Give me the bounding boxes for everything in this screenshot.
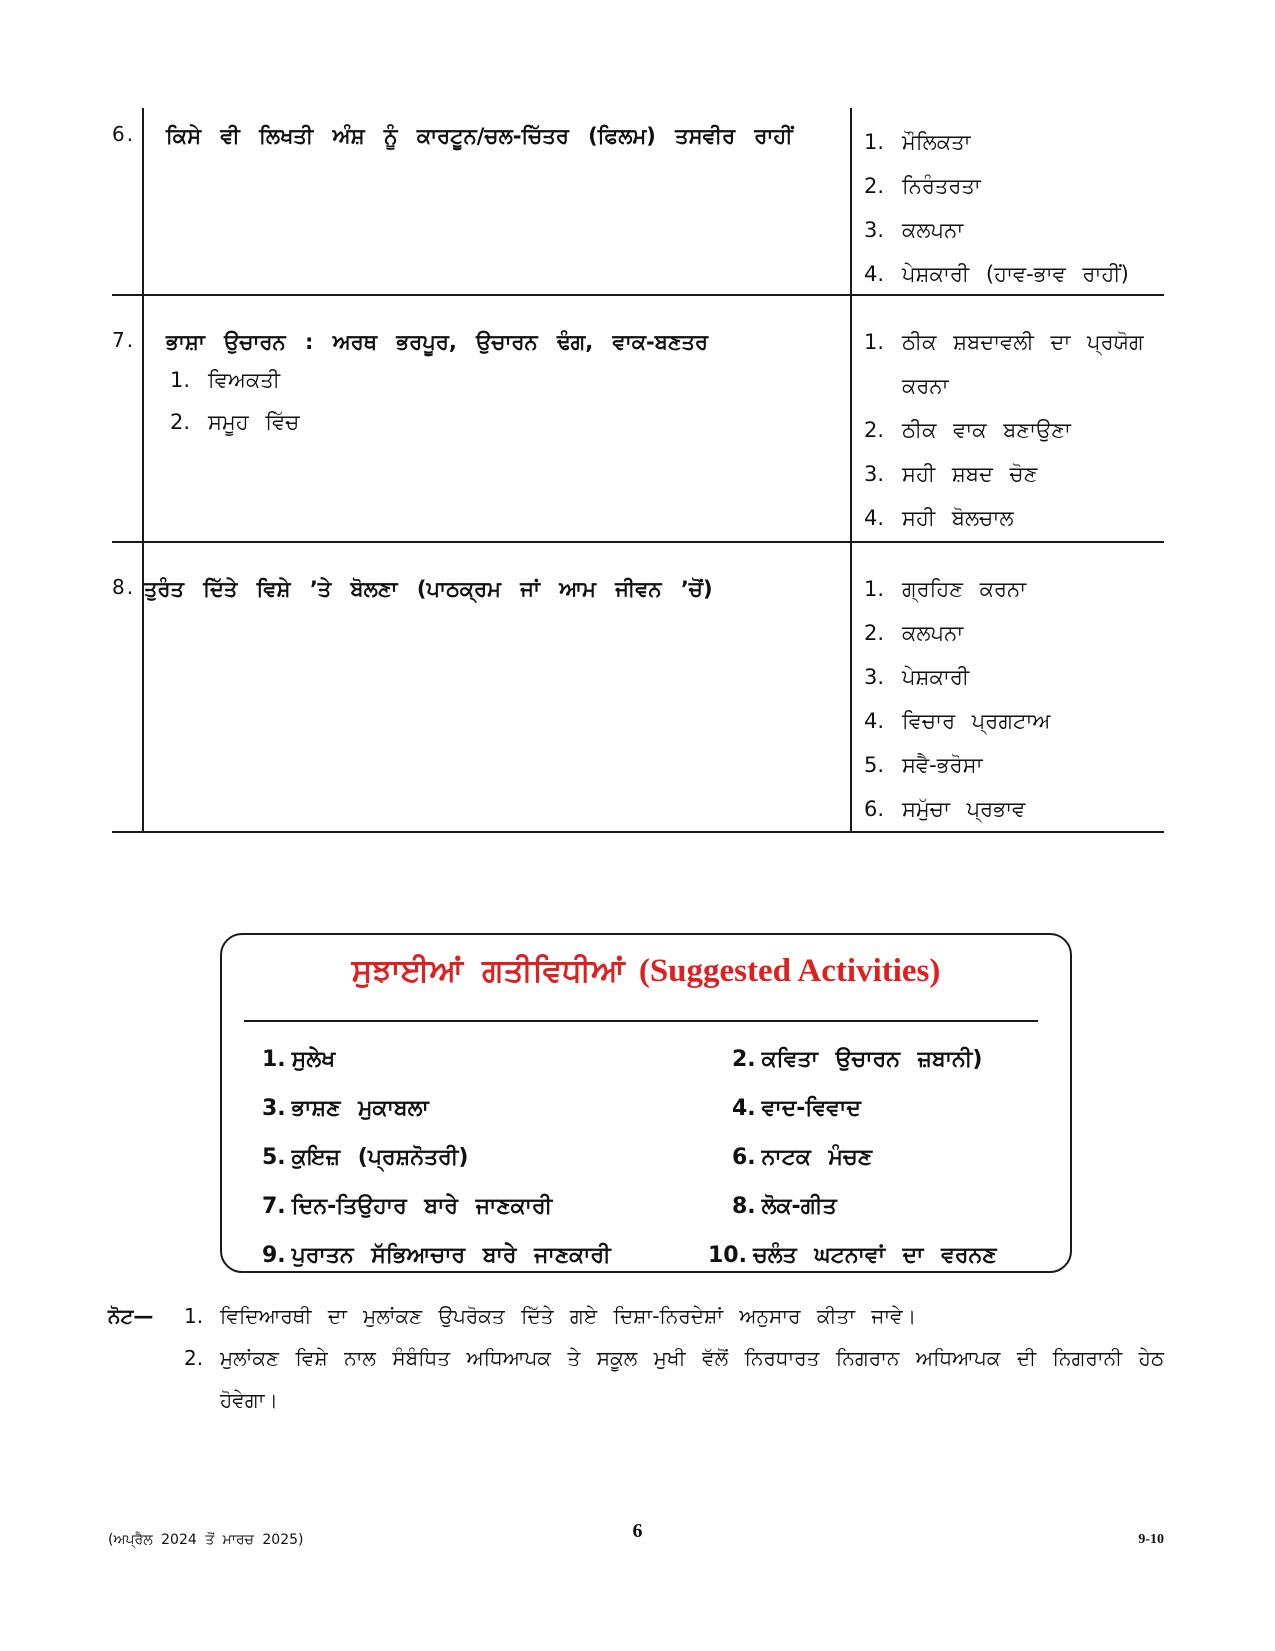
activity-item: 5. ਕੁਇਜ਼ (ਪ੍ਰਸ਼ਨੋਤਰੀ) (262, 1145, 469, 1170)
row-activity-text: ਭਾਸ਼ਾ ਉਚਾਰਨ : ਅਰਥ ਭਰਪੂਰ, ਉਚਾਰਨ ਢੰਗ, ਵਾਕ-ਬਣਤਰ (166, 330, 708, 354)
row-activity-text: ਕਿਸੇ ਵੀ ਲਿਖਤੀ ਅੰਸ਼ ਨੂੰ ਕਾਰਟੂਨ/ਚਲ-ਚਿੱਤਰ (ਫਿਲਮ) ਤਸਵੀਰ ਰਾਹੀਂ (166, 124, 793, 148)
criteria-item: 5. ਸਵੈ-ਭਰੋਸਾ (864, 753, 983, 777)
criteria-item: 1. ਠੀਕ ਸ਼ਬਦਾਵਲੀ ਦਾ ਪ੍ਰਯੋਗ (864, 330, 1144, 354)
table-row (112, 543, 1164, 833)
criteria-item: 4. ਵਿਚਾਰ ਪ੍ਰਗਟਾਅ (864, 709, 1051, 733)
page-number: 6 (632, 1520, 643, 1542)
footer-date-range: (ਅਪ੍ਰੈਲ 2024 ਤੋਂ ਮਾਰਚ 2025) (108, 1532, 304, 1548)
row-activity-text: ਤੁਰੰਤ ਦਿੱਤੇ ਵਿਸ਼ੇ ’ਤੇ ਬੋਲਣਾ (ਪਾਠਕ੍ਰਮ ਜਾਂ ਆਮ ਜੀਵਨ ’ਚੋਂ) (144, 577, 713, 601)
table-row (112, 296, 1164, 543)
criteria-item: 2. ਕਲਪਨਾ (864, 621, 964, 645)
row-number: 6. (112, 108, 144, 294)
note-item: 1. ਵਿਦਿਆਰਥੀ ਦਾ ਮੁਲਾਂਕਣ ਉਪਰੋਕਤ ਦਿੱਤੇ ਗਏ ਦਿਸ਼ਾ-ਨਿਰਦੇਸ਼ਾਂ ਅਨੁਸਾਰ ਕੀਤਾ ਜਾਵੇ। (184, 1304, 917, 1328)
suggested-activities-title (222, 953, 1070, 990)
activity-item: 10. ਚਲੰਤ ਘਟਨਾਵਾਂ ਦਾ ਵਰਨਣ (708, 1243, 997, 1268)
criteria-item: 4. ਪੇਸ਼ਕਾਰੀ (ਹਾਵ-ਭਾਵ ਰਾਹੀਂ) (864, 262, 1129, 286)
activities-list (262, 1035, 1052, 1280)
sub-item: 1. ਵਿਅਕਤੀ (170, 368, 281, 392)
criteria-item: 3. ਸਹੀ ਸ਼ਬਦ ਚੋਣ (864, 462, 1038, 486)
row-criteria (852, 543, 1164, 831)
row-activity (144, 108, 852, 294)
activity-item: 9. ਪੁਰਾਤਨ ਸੱਭਿਆਚਾਰ ਬਾਰੇ ਜਾਣਕਾਰੀ (262, 1243, 611, 1268)
criteria-item: 2. ਨਿਰੰਤਰਤਾ (864, 174, 981, 198)
assessment-table (112, 108, 1164, 833)
activity-item: 1. ਸੁਲੇਖ (262, 1047, 336, 1072)
row-criteria (852, 108, 1164, 294)
criteria-item: 3. ਪੇਸ਼ਕਾਰੀ (864, 665, 970, 689)
suggested-activities-box (220, 933, 1072, 1273)
activity-item: 8. ਲੋਕ-ਗੀਤ (732, 1194, 837, 1219)
activity-item: 4. ਵਾਦ-ਵਿਵਾਦ (732, 1096, 861, 1121)
row-activity (144, 296, 852, 541)
row-number: 8. (112, 543, 144, 831)
title-divider (244, 1020, 1038, 1022)
title-english: (Suggested Activities) (638, 953, 941, 989)
criteria-item: 1. ਗ੍ਰਹਿਣ ਕਰਨਾ (864, 577, 1027, 601)
note-label: ਨੋਟ— (108, 1304, 154, 1328)
title-punjabi: ਸੁਝਾਈਆਂ ਗਤੀਵਿਧੀਆਂ (351, 953, 625, 989)
notes-list (184, 1295, 1164, 1421)
note-item: 2. ਮੁਲਾਂਕਣ ਵਿਸ਼ੇ ਨਾਲ ਸੰਬੰਧਿਤ ਅਧਿਆਪਕ ਤੇ ਸਕੂਲ ਮੁਖੀ ਵੱਲੋਂ ਨਿਰਧਾਰਤ ਨਿਗਰਾਨ ਅਧਿਆਪਕ ਦੀ ਨਿਗਰਾਨੀ ਹੇਠ ਹੋਵੇਗਾ। (184, 1346, 1164, 1412)
criteria-item: ਕਰਨਾ (902, 374, 949, 398)
criteria-item: 6. ਸਮੁੱਚਾ ਪ੍ਰਭਾਵ (864, 797, 1026, 821)
sub-item: 2. ਸਮੂਹ ਵਿੱਚ (170, 410, 300, 434)
criteria-item: 4. ਸਹੀ ਬੋਲਚਾਲ (864, 506, 1014, 530)
table-row (112, 108, 1164, 296)
activity-item: 3. ਭਾਸ਼ਣ ਮੁਕਾਬਲਾ (262, 1096, 429, 1121)
activity-item: 6. ਨਾਟਕ ਮੰਚਣ (732, 1145, 873, 1170)
activity-item: 2. ਕਵਿਤਾ ਉਚਾਰਨ ਜ਼ਬਾਨੀ) (732, 1047, 983, 1072)
activity-item: 7. ਦਿਨ-ਤਿਉਹਾਰ ਬਾਰੇ ਜਾਣਕਾਰੀ (262, 1194, 553, 1219)
row-criteria (852, 296, 1164, 541)
criteria-item: 2. ਠੀਕ ਵਾਕ ਬਣਾਉਣਾ (864, 418, 1071, 442)
criteria-item: 3. ਕਲਪਨਾ (864, 218, 964, 242)
criteria-item: 1. ਮੌਲਿਕਤਾ (864, 130, 971, 154)
row-number: 7. (112, 296, 144, 541)
footer-class-range: 9-10 (1138, 1532, 1164, 1547)
row-activity (144, 543, 852, 831)
